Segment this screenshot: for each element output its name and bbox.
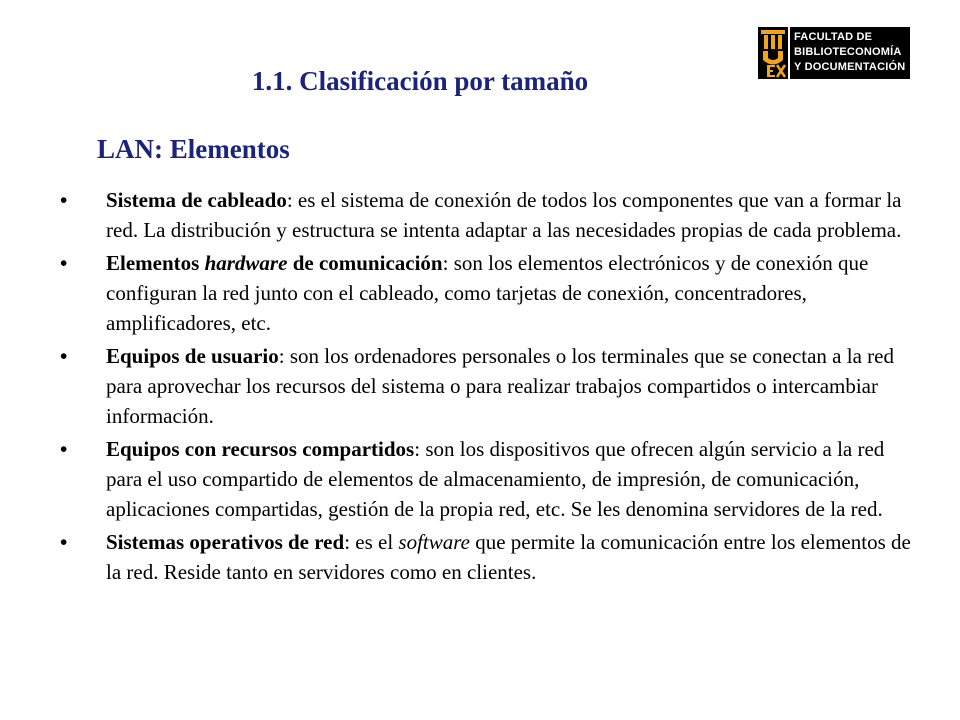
list-item: [58, 248, 918, 338]
item-term: Sistema de cableado: [106, 188, 287, 212]
list-item: [58, 527, 918, 587]
item-term-italic: hardware: [204, 251, 288, 275]
faculty-name-line: Y DOCUMENTACIÓN: [794, 61, 906, 73]
bullet: •: [60, 437, 68, 461]
item-text: : es el sistema de conexión de todos los componentes que van a formar la red. La distribución y estructura se intenta adaptar a las necesidades propias de cada problema.: [106, 188, 902, 242]
item-text-part: que permite la comunicación entre los elementos de la red. Reside tanto en servidores como en clientes.: [106, 530, 911, 584]
item-term: Equipos con recursos compartidos: [106, 437, 415, 461]
item-text-part: : es el: [344, 530, 399, 554]
faculty-name: [790, 27, 910, 79]
item-text: : son los dispositivos que ofrecen algún servicio a la red para el uso compartido de elementos de almacenamiento, de impresión, de comunicación, aplicaciones compartidas, gestión de la propia red, etc. Se les denomina servidores de la red.: [106, 437, 885, 521]
list-item: [58, 185, 918, 245]
list-item: [58, 434, 918, 524]
list-item: [58, 341, 918, 431]
page-title: 1.1. Clasificación por tamaño: [251, 66, 589, 96]
item-text: : son los ordenadores personales o los terminales que se conectan a la red para aprovechar los recursos del sistema o para realizar trabajos compartidos o intercambiar información.: [106, 344, 894, 428]
item-text: : son los elementos electrónicos y de conexión que configuran la red junto con el cableado, como tarjetas de conexión, concentradores, amplificadores, etc.: [106, 251, 869, 335]
elements-list: [58, 185, 918, 590]
faculty-name-line: FACULTAD DE: [794, 31, 873, 43]
bullet: •: [60, 188, 68, 212]
item-term-part: de comunicación: [287, 251, 443, 275]
bullet: •: [60, 344, 68, 368]
section-subtitle: LAN: Elementos: [97, 134, 290, 164]
item-term: Equipos de usuario: [106, 344, 279, 368]
uex-emblem-icon: [758, 27, 788, 79]
bullet: •: [60, 530, 68, 554]
item-term-part: Elementos: [106, 251, 205, 275]
item-text-italic: software: [398, 530, 470, 554]
uex-emblem-svg: [758, 27, 788, 79]
item-term: Sistemas operativos de red: [106, 530, 345, 554]
faculty-logo: [758, 27, 910, 79]
faculty-name-line: BIBLIOTECONOMÍA: [794, 46, 902, 58]
item-term: [106, 251, 443, 275]
bullet: •: [60, 251, 68, 275]
